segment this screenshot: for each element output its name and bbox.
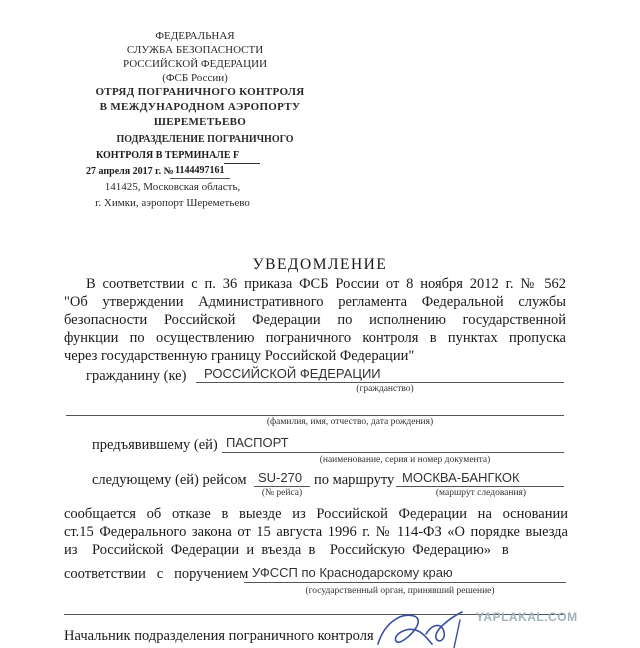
refusal-line-2: ст.15 Федерального закона от 15 августа 1996 г. № 114-ФЗ «О порядке выезда — [64, 524, 568, 540]
name-line — [66, 415, 564, 416]
org-line-2: СЛУЖБА БЕЗОПАСНОСТИ — [126, 44, 264, 56]
citizen-line — [196, 382, 564, 383]
subdivision-underline — [224, 163, 260, 164]
citizen-label: гражданину (ке) — [86, 368, 187, 384]
document-caption: (наименование, серия и номер документа) — [319, 455, 491, 465]
document-number-underline — [170, 178, 230, 179]
intro-line-1: В соответствии с п. 36 приказа ФСБ России от 8 ноября 2012 г. № 562 — [86, 276, 566, 292]
route-value: МОСКВА-БАНГКОК — [402, 470, 520, 485]
intro-line-2: "Об утверждении Административного регламента Федеральной службы — [64, 294, 566, 310]
citizen-caption: (гражданство) — [356, 384, 414, 394]
route-label: по маршруту — [314, 472, 395, 488]
refusal-line-1: сообщается об отказе в выезде из Российской Федерации на основании — [64, 506, 568, 522]
route-caption: (маршрут следования) — [435, 488, 527, 498]
notice-title: УВЕДОМЛЕНИЕ — [252, 256, 388, 273]
unit-line-2: В МЕЖДУНАРОДНОМ АЭРОПОРТУ — [99, 101, 301, 113]
name-caption: (фамилия, имя, отчество, дата рождения) — [266, 417, 434, 427]
signature-label: Начальник подразделения пограничного контроля — [64, 628, 374, 644]
document-line — [222, 452, 564, 453]
address-line-2: г. Химки, аэропорт Шереметьево — [95, 197, 250, 209]
route-line — [396, 486, 564, 487]
org-line-3: РОССИЙСКОЙ ФЕДЕРАЦИИ — [122, 58, 268, 70]
address-line-1: 141425, Московская область, — [104, 181, 241, 193]
authority-line — [244, 582, 566, 583]
intro-line-4: функции по осуществлению пограничного контроля в пунктах пропуска — [64, 330, 566, 346]
signature-image — [370, 604, 480, 648]
org-line-4: (ФСБ России) — [162, 72, 228, 84]
flight-line — [254, 486, 310, 487]
flight-label: следующему (ей) рейсом — [92, 472, 247, 488]
unit-line-1: ОТРЯД ПОГРАНИЧНОГО КОНТРОЛЯ — [95, 86, 305, 98]
org-line-1: ФЕДЕРАЛЬНАЯ — [155, 30, 235, 42]
citizen-value: РОССИЙСКОЙ ФЕДЕРАЦИИ — [204, 366, 381, 381]
authority-caption: (государственный орган, принявший решение) — [305, 586, 495, 596]
intro-line-5: через государственную границу Российской Федерации" — [64, 348, 415, 364]
subdivision-line-1: ПОДРАЗДЕЛЕНИЕ ПОГРАНИЧНОГО — [116, 134, 294, 145]
document-number: 1144497161 — [175, 165, 225, 176]
unit-line-3: ШЕРЕМЕТЬЕВО — [153, 116, 247, 128]
refusal-line-3: из Российской Федерации и въезда в Российскую Федерацию» в — [64, 542, 509, 558]
intro-line-3: безопасности Российской Федерации по исполнению государственной — [64, 312, 566, 328]
document-label: предъявившему (ей) — [92, 437, 218, 453]
document-value: ПАСПОРТ — [226, 435, 289, 450]
flight-caption: (№ рейса) — [261, 488, 303, 498]
watermark: YAPLAKAL.COM — [476, 610, 578, 624]
date-prefix: 27 апреля 2017 г. № — [86, 166, 174, 177]
authority-value: УФССП по Краснодарскому краю — [252, 565, 453, 580]
authority-label: соответствии с поручением — [64, 566, 249, 582]
flight-value: SU-270 — [258, 470, 303, 485]
subdivision-line-2: КОНТРОЛЯ В ТЕРМИНАЛЕ F — [96, 150, 240, 161]
